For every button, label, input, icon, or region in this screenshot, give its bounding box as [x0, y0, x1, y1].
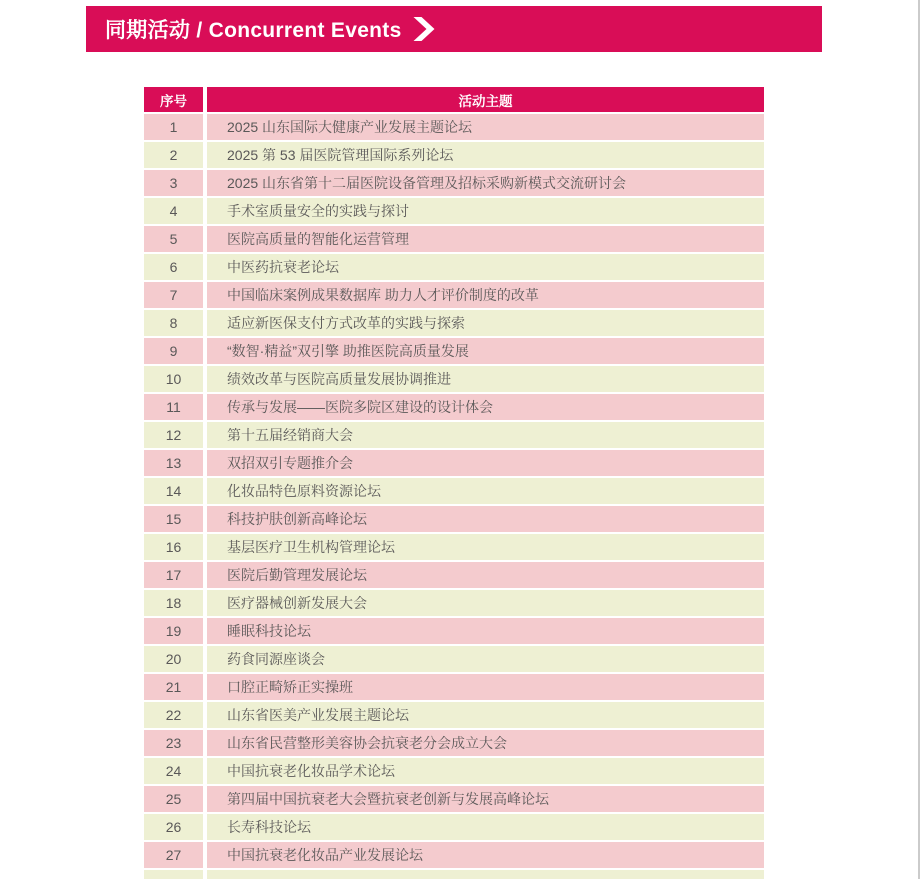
- table-row: [144, 366, 764, 392]
- row-topic: 山东省医美产业发展主题论坛: [207, 702, 764, 728]
- table-row: [144, 618, 764, 644]
- table-row: [144, 478, 764, 504]
- row-number: 5: [144, 226, 203, 252]
- column-header-topic: 活动主题: [207, 87, 764, 112]
- row-topic: 双招双引专题推介会: [207, 450, 764, 476]
- row-number: 25: [144, 786, 203, 812]
- page-edge-line: [918, 0, 920, 879]
- table-row-partial: [144, 870, 764, 879]
- row-number: 19: [144, 618, 203, 644]
- table-row: [144, 758, 764, 784]
- row-number: 4: [144, 198, 203, 224]
- table-row: [144, 310, 764, 336]
- table-header-row: [144, 87, 764, 112]
- table-row: [144, 730, 764, 756]
- table-row: [144, 562, 764, 588]
- row-number: 11: [144, 394, 203, 420]
- table-row: [144, 534, 764, 560]
- row-number: 24: [144, 758, 203, 784]
- row-number: 20: [144, 646, 203, 672]
- row-topic: 第十五届经销商大会: [207, 422, 764, 448]
- row-topic: 中国抗衰老化妆品学术论坛: [207, 758, 764, 784]
- section-banner: [86, 6, 822, 52]
- row-number: 23: [144, 730, 203, 756]
- table-row: [144, 254, 764, 280]
- row-number: 10: [144, 366, 203, 392]
- table-row: [144, 394, 764, 420]
- row-topic: 中国临床案例成果数据库 助力人才评价制度的改革: [207, 282, 764, 308]
- row-topic: [207, 870, 764, 879]
- table-row: [144, 170, 764, 196]
- row-topic: 长寿科技论坛: [207, 814, 764, 840]
- table-row: [144, 702, 764, 728]
- section-title: 同期活动 / Concurrent Events: [105, 19, 402, 42]
- row-number: 1: [144, 114, 203, 140]
- row-number: 8: [144, 310, 203, 336]
- table-row: [144, 198, 764, 224]
- row-topic: 基层医疗卫生机构管理论坛: [207, 534, 764, 560]
- row-topic: 中医药抗衰老论坛: [207, 254, 764, 280]
- row-number: 26: [144, 814, 203, 840]
- table-row: [144, 338, 764, 364]
- row-number: 6: [144, 254, 203, 280]
- row-number: 18: [144, 590, 203, 616]
- row-topic: 手术室质量安全的实践与探讨: [207, 198, 764, 224]
- row-number: 3: [144, 170, 203, 196]
- table-row: [144, 226, 764, 252]
- row-topic: 传承与发展——医院多院区建设的设计体会: [207, 394, 764, 420]
- row-topic: 2025 山东省第十二届医院设备管理及招标采购新模式交流研讨会: [207, 170, 764, 196]
- table-row: [144, 506, 764, 532]
- column-header-number: 序号: [144, 87, 203, 112]
- row-number: 27: [144, 842, 203, 868]
- row-topic: 医院高质量的智能化运营管理: [207, 226, 764, 252]
- row-number: 9: [144, 338, 203, 364]
- row-topic: 山东省民营整形美容协会抗衰老分会成立大会: [207, 730, 764, 756]
- table-row: [144, 674, 764, 700]
- row-number: [144, 870, 203, 879]
- table-row: [144, 422, 764, 448]
- table-row: [144, 114, 764, 140]
- row-topic: 化妆品特色原料资源论坛: [207, 478, 764, 504]
- row-topic: 适应新医保支付方式改革的实践与探索: [207, 310, 764, 336]
- row-number: 14: [144, 478, 203, 504]
- table-row: [144, 590, 764, 616]
- row-topic: 绩效改革与医院高质量发展协调推进: [207, 366, 764, 392]
- row-number: 21: [144, 674, 203, 700]
- row-topic: “数智·精益”双引擎 助推医院高质量发展: [207, 338, 764, 364]
- table-row: [144, 646, 764, 672]
- row-topic: 第四届中国抗衰老大会暨抗衰老创新与发展高峰论坛: [207, 786, 764, 812]
- table-row: [144, 786, 764, 812]
- row-number: 12: [144, 422, 203, 448]
- row-number: 16: [144, 534, 203, 560]
- row-number: 17: [144, 562, 203, 588]
- row-topic: 2025 山东国际大健康产业发展主题论坛: [207, 114, 764, 140]
- chevron-right-icon: [413, 17, 435, 41]
- row-topic: 药食同源座谈会: [207, 646, 764, 672]
- row-topic: 口腔正畸矫正实操班: [207, 674, 764, 700]
- table-row: [144, 282, 764, 308]
- table-row: [144, 842, 764, 868]
- row-topic: 医疗器械创新发展大会: [207, 590, 764, 616]
- row-number: 22: [144, 702, 203, 728]
- row-topic: 医院后勤管理发展论坛: [207, 562, 764, 588]
- row-number: 2: [144, 142, 203, 168]
- row-number: 13: [144, 450, 203, 476]
- row-topic: 2025 第 53 届医院管理国际系列论坛: [207, 142, 764, 168]
- concurrent-events-table: [144, 87, 764, 879]
- row-topic: 睡眠科技论坛: [207, 618, 764, 644]
- row-topic: 中国抗衰老化妆品产业发展论坛: [207, 842, 764, 868]
- table-row: [144, 450, 764, 476]
- table-row: [144, 142, 764, 168]
- row-number: 7: [144, 282, 203, 308]
- table-row: [144, 814, 764, 840]
- row-topic: 科技护肤创新高峰论坛: [207, 506, 764, 532]
- table-body: [144, 114, 764, 868]
- row-number: 15: [144, 506, 203, 532]
